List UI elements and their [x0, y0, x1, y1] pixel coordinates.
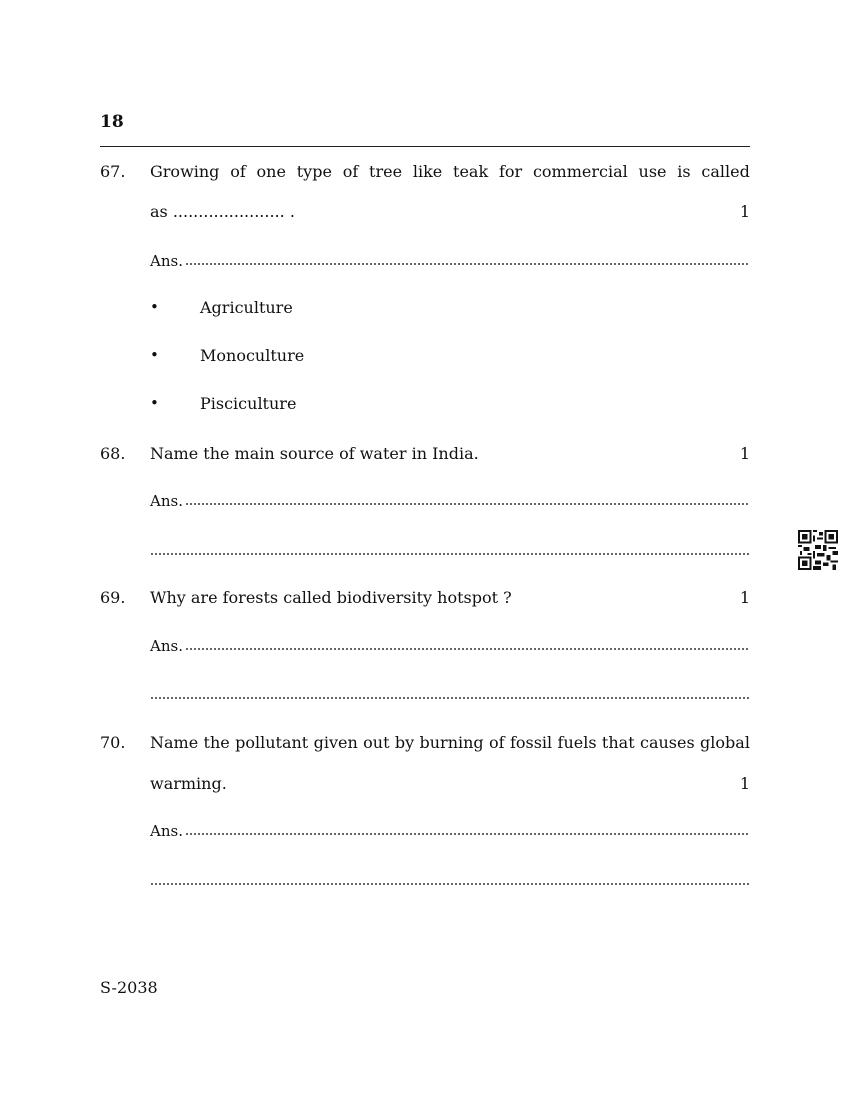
answer-line-2[interactable]	[150, 684, 750, 704]
question-text-line1	[150, 162, 750, 181]
answer-dots	[150, 696, 750, 700]
qr-code-icon	[798, 530, 838, 570]
word: one	[256, 162, 286, 181]
word: by	[394, 733, 415, 752]
word: commercial	[532, 162, 628, 181]
question-text: Why are forests called biodiversity hotspot ?	[150, 588, 512, 607]
question-text-line1	[150, 733, 750, 752]
question-marks: 1	[739, 444, 750, 463]
word: use	[638, 162, 667, 181]
answer-label: Ans.	[150, 252, 183, 270]
question-text-line2: as ...................... .	[150, 202, 295, 221]
answer-line[interactable]	[150, 635, 750, 655]
word: burning	[419, 733, 484, 752]
answer-dots	[185, 832, 750, 836]
word: teak	[453, 162, 489, 181]
question-text-line2: warming.	[150, 774, 227, 793]
question-number: 70.	[100, 733, 126, 752]
bullet-icon: •	[150, 346, 159, 364]
answer-label: Ans.	[150, 637, 183, 655]
word: fuels	[557, 733, 597, 752]
question-marks: 1	[739, 774, 750, 793]
word: tree	[369, 162, 403, 181]
word: causes	[639, 733, 695, 752]
word: for	[498, 162, 523, 181]
question-text: Name the main source of water in India.	[150, 444, 479, 463]
answer-dots	[185, 262, 750, 266]
word: of	[342, 162, 359, 181]
header-rule	[100, 146, 750, 147]
question-marks: 1	[739, 202, 750, 221]
answer-label: Ans.	[150, 492, 183, 510]
word: type	[296, 162, 332, 181]
option-agriculture: Agriculture	[200, 298, 293, 317]
bullet-icon: •	[150, 298, 159, 316]
bullet-icon: •	[150, 394, 159, 412]
option-pisciculture: Pisciculture	[200, 394, 297, 413]
page-number: 18	[100, 112, 124, 132]
answer-line[interactable]	[150, 820, 750, 840]
word: is	[677, 162, 691, 181]
word: that	[601, 733, 635, 752]
word: fossil	[509, 733, 553, 752]
word: out	[363, 733, 390, 752]
answer-line[interactable]	[150, 250, 750, 270]
word: like	[412, 162, 443, 181]
option-monoculture: Monoculture	[200, 346, 305, 365]
word: pollutant	[235, 733, 309, 752]
answer-dots	[150, 882, 750, 886]
answer-line-2[interactable]	[150, 870, 750, 890]
answer-dots	[185, 647, 750, 651]
answer-line-2[interactable]	[150, 540, 750, 560]
word: Growing	[150, 162, 220, 181]
word: Name	[150, 733, 199, 752]
answer-label: Ans.	[150, 822, 183, 840]
word: of	[489, 733, 505, 752]
answer-line[interactable]	[150, 490, 750, 510]
question-number: 69.	[100, 588, 126, 607]
footer-code: S-2038	[100, 978, 158, 997]
question-marks: 1	[739, 588, 750, 607]
question-number: 67.	[100, 162, 126, 181]
question-number: 68.	[100, 444, 126, 463]
word: given	[313, 733, 358, 752]
word: of	[230, 162, 246, 181]
word: global	[700, 733, 750, 752]
word: the	[203, 733, 230, 752]
answer-dots	[185, 502, 750, 506]
word: called	[701, 162, 750, 181]
answer-dots	[150, 552, 750, 556]
